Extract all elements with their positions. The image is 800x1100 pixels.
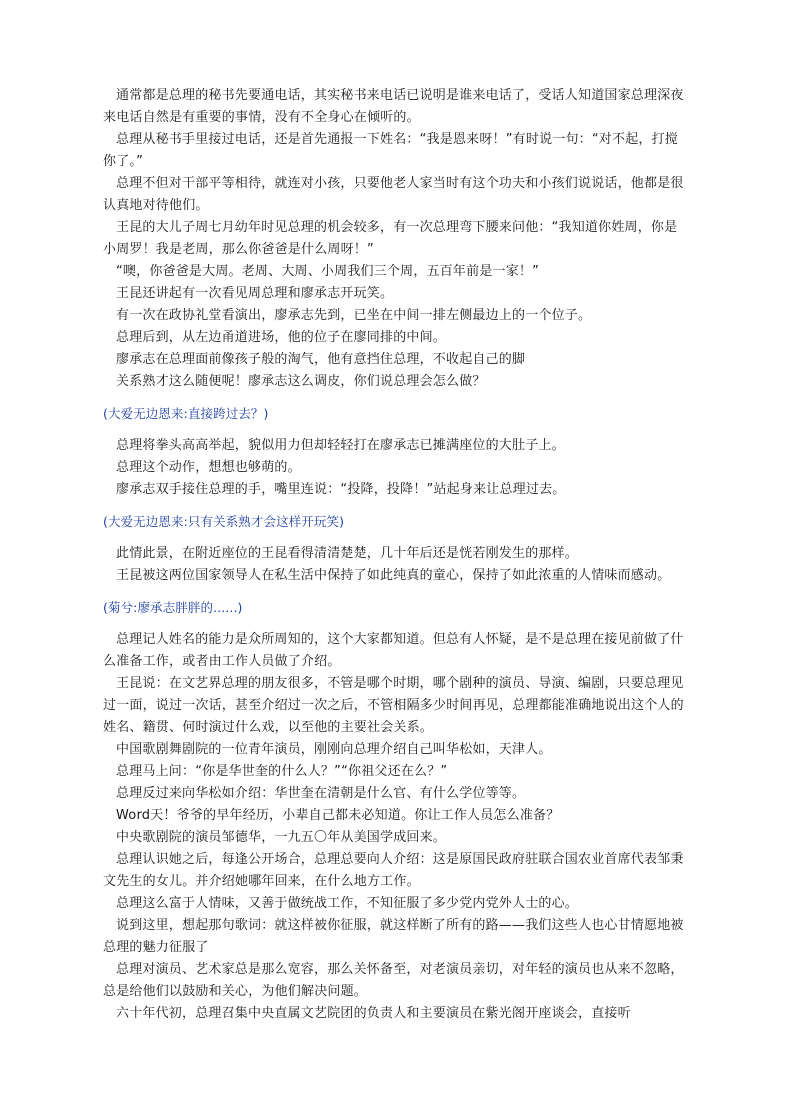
paragraph: 廖承志在总理面前像孩子般的淘气，他有意挡住总理，不收起自己的脚 — [116, 352, 526, 367]
paragraph: 总理将拳头高高举起，貌似用力但却轻轻打在廖承志已摊满座位的大肚子上。 — [116, 438, 565, 453]
paragraph: 总理这么富于人情味，又善于做统战工作，不知征服了多少党内党外人士的心。 — [116, 896, 579, 911]
paragraph: 总理记人姓名的能力是众所周知的，这个大家都知道。但总有人怀疑，是不是总理在接见前做了什么准备工作，或者由工作人员做了介绍。 — [103, 632, 684, 669]
paragraph: 王昆的大儿子周七月幼年时见总理的机会较多，有一次总理弯下腰来问他：“我知道你姓周，你是小周罗！我是老周，那么你爸爸是什么周呀！” — [103, 220, 678, 257]
paragraph: 总理从秘书手里接过电话，还是首先通报一下姓名：“我是恩来呀！”有时说一句：“对不起，打搅你了。” — [103, 132, 679, 169]
document-body — [103, 85, 685, 1025]
paragraph: 总理马上问：“你是华世奎的什么人？”“你祖父还在么？” — [116, 764, 448, 779]
paragraph: 总理不但对干部平等相待，就连对小孩，只要他老人家当时有这个功夫和小孩们说说话，他都是很认真地对待他们。 — [103, 176, 684, 213]
paragraph: 王昆还讲起有一次看见周总理和廖承志开玩笑。 — [116, 286, 394, 301]
paragraph: 有一次在政协礼堂看演出，廖承志先到，已坐在中间一排左侧最边上的一个位子。 — [116, 308, 592, 323]
reader-comment: (大爱无边恩来:只有关系熟才会这样开玩笑) — [103, 514, 345, 529]
paragraph: 总理对演员、艺术家总是那么宽容，那么关怀备至，对老演员亲切，对年轻的演员也从来不忽略，总是给他们以鼓励和关心，为他们解决问题。 — [103, 962, 684, 999]
paragraph: 总理反过来向华松如介绍：华世奎在清朝是什么官、有什么学位等等。 — [116, 786, 526, 801]
paragraph: 六十年代初，总理召集中央直属文艺院团的负责人和主要演员在紫光阁开座谈会，直接听 — [116, 1006, 631, 1021]
paragraph: 通常都是总理的秘书先要通电话，其实秘书来电话已说明是谁来电话了，受话人知道国家总理深夜来电话自然是有重要的事情，没有不全身心在倾听的。 — [103, 88, 684, 125]
paragraph: 王昆被这两位国家领导人在私生活中保持了如此纯真的童心，保持了如此浓重的人情味而感动。 — [116, 568, 671, 583]
paragraph: 中国歌剧舞剧院的一位青年演员，刚刚向总理介绍自己叫华松如，天津人。 — [116, 742, 552, 757]
reader-comment: (菊兮:廖承志胖胖的......) — [103, 600, 243, 615]
paragraph: 总理后到，从左边甬道进场，他的位子在廖同排的中间。 — [116, 330, 447, 345]
paragraph: 廖承志双手接住总理的手，嘴里连说：“投降，投降！”站起身来让总理过去。 — [116, 482, 566, 497]
paragraph: 总理认识她之后，每逢公开场合，总理总要向人介绍：这是原国民政府驻联合国农业首席代表邹秉文先生的女儿。并介绍她哪年回来，在什么地方工作。 — [103, 852, 684, 889]
paragraph: 总理这个动作，想想也够萌的。 — [116, 460, 301, 475]
paragraph: “噢，你爸爸是大周。老周、大周、小周我们三个周，五百年前是一家！” — [116, 264, 540, 279]
paragraph: 关系熟才这么随便呢！廖承志这么调皮，你们说总理会怎么做？ — [116, 374, 486, 389]
paragraph: 中央歌剧院的演员邹德华，一九五〇年从美国学成回来。 — [116, 830, 447, 845]
paragraph: Word天！爷爷的早年经历，小辈自己都未必知道。你让工作人员怎么准备？ — [116, 808, 560, 823]
reader-comment: (大爱无边恩来:直接跨过去？) — [103, 406, 269, 421]
paragraph: 说到这里，想起那句歌词：就这样被你征服，就这样断了所有的路——我们这些人也心甘情愿地被总理的魅力征服了 — [103, 918, 684, 955]
paragraph: 王昆说：在文艺界总理的朋友很多，不管是哪个时期，哪个剧种的演员、导演、编剧，只要总理见过一面，说过一次话，甚至介绍过一次之后，不管相隔多少时间再见，总理都能准确地说出这个人的姓名、籍贯、何时演过什么戏，以至他的主要社会关系。 — [103, 676, 684, 735]
paragraph: 此情此景，在附近座位的王昆看得清清楚楚，几十年后还是恍若刚发生的那样。 — [116, 546, 579, 561]
